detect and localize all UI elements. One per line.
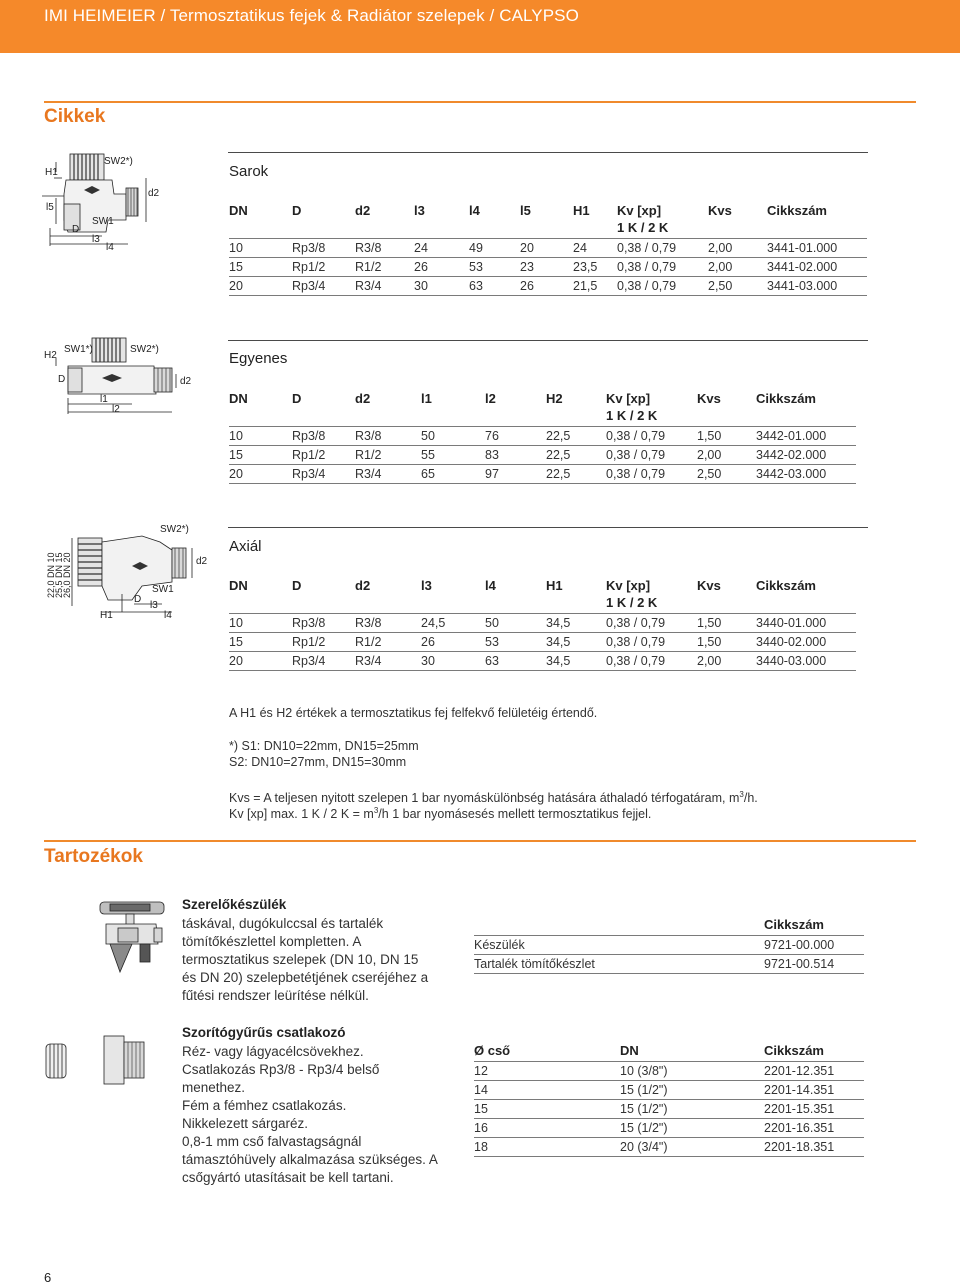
accessory-title-szerelo: Szerelőkészülék	[182, 897, 287, 912]
cell: 22,5	[546, 426, 606, 445]
col-header: Ø cső	[474, 1042, 511, 1058]
cell: 53	[485, 632, 546, 651]
col-header: l3	[421, 578, 432, 593]
cell: 34,5	[546, 632, 606, 651]
cell: 22,5	[546, 445, 606, 464]
subtitle-egyenes: Egyenes	[229, 350, 288, 367]
header-bar	[0, 0, 960, 53]
cell: R3/8	[355, 238, 414, 257]
cell: 26	[520, 276, 573, 295]
egyenes-table	[229, 391, 856, 484]
cell: 20	[229, 651, 292, 670]
cell: Rp3/8	[292, 613, 355, 632]
cell: R3/4	[355, 651, 421, 670]
cell: 24,5	[421, 613, 485, 632]
table-row	[474, 1061, 864, 1080]
cell: 3441-03.000	[767, 276, 867, 295]
table-row	[229, 426, 856, 445]
diagram-label: l2	[112, 404, 120, 415]
cell: R3/8	[355, 613, 421, 632]
accessory-title-szorito: Szorítógyűrűs csatlakozó	[182, 1025, 346, 1040]
diagram-label: 26,0 DN 20	[62, 552, 72, 598]
cell: 3441-02.000	[767, 257, 867, 276]
cell: 53	[469, 257, 520, 276]
cell: 50	[421, 426, 485, 445]
cell: R3/4	[355, 464, 421, 483]
cell: 14	[474, 1080, 620, 1099]
cell: 22,5	[546, 464, 606, 483]
cell: R1/2	[355, 632, 421, 651]
cell: 0,38 / 0,79	[617, 257, 708, 276]
installation-tool-image	[96, 888, 176, 976]
table-row	[229, 276, 867, 295]
col-header: d2	[355, 578, 371, 593]
col-header: Cikkszám	[764, 1042, 824, 1058]
diagram-label: 22,0 DN 10	[46, 552, 56, 598]
diagram-label: l4	[106, 242, 114, 252]
diagram-label: H1	[45, 167, 58, 178]
cell: Rp3/4	[292, 651, 355, 670]
table-row	[229, 238, 867, 257]
cell: 0,38 / 0,79	[606, 464, 697, 483]
col-header: DN	[229, 203, 248, 218]
section-title-cikkek: Cikkek	[44, 106, 106, 127]
diagram-label: l3	[92, 234, 100, 245]
subtitle-axial: Axiál	[229, 538, 262, 555]
diagram-label: D	[72, 224, 80, 235]
col-header: Cikkszám	[764, 916, 824, 932]
cell: 76	[485, 426, 546, 445]
note-text: /h.	[743, 791, 758, 806]
description-line: 0,8-1 mm cső falvastagságnál	[182, 1134, 362, 1149]
note-s1: *) S1: DN10=22mm, DN15=25mm	[229, 739, 419, 753]
cell: 20	[520, 238, 573, 257]
diagram-label: l5	[46, 202, 54, 213]
note-sup: 3	[739, 790, 744, 799]
cell: 15	[229, 445, 292, 464]
accessory-description	[182, 915, 452, 1005]
cell: 2,00	[697, 651, 756, 670]
cell: 30	[414, 276, 469, 295]
table-row	[229, 632, 856, 651]
note-s2: S2: DN10=27mm, DN15=30mm	[229, 755, 407, 769]
cell: 2201-12.351	[764, 1061, 864, 1080]
col-header	[474, 915, 764, 935]
col-header: Kv [xp]	[617, 203, 662, 218]
col-subheader: 1 K / 2 K	[606, 595, 658, 610]
section-rule	[44, 840, 916, 842]
cell: 20	[229, 464, 292, 483]
cell: 23	[520, 257, 573, 276]
axial-valve-drawing	[42, 522, 222, 622]
section-rule	[44, 101, 916, 103]
col-header: H1	[546, 578, 563, 593]
diagram-label: SW2*)	[160, 524, 189, 535]
cell: 15	[229, 257, 292, 276]
diagram-label: 25,5 DN 15	[54, 552, 64, 598]
diagram-label: SW1	[152, 584, 174, 595]
cell: 3442-02.000	[756, 445, 856, 464]
cell: 20	[229, 276, 292, 295]
cell: 0,38 / 0,79	[606, 651, 697, 670]
cell: 15 (1/2")	[620, 1099, 764, 1118]
cell: 1,50	[697, 632, 756, 651]
description-line: fűtési rendszer leürítése nélkül.	[182, 988, 369, 1003]
col-header: d2	[355, 391, 371, 406]
col-header: l4	[469, 203, 480, 218]
szerelo-table	[474, 915, 864, 974]
description-line: tömítőkészlettel kompletten. A	[182, 934, 362, 949]
cell: 2,50	[697, 464, 756, 483]
page-number: 6	[44, 1270, 52, 1285]
diagram-label: l1	[100, 394, 108, 405]
cell: 3440-01.000	[756, 613, 856, 632]
sarok-valve-drawing	[42, 148, 182, 252]
col-header: DN	[620, 1042, 639, 1058]
divider	[228, 527, 868, 528]
cell: 0,38 / 0,79	[606, 632, 697, 651]
cell: 1,50	[697, 426, 756, 445]
diagram-label: SW1*)	[64, 344, 93, 355]
compression-fitting-image	[44, 1030, 148, 1090]
table-row	[474, 1118, 864, 1137]
cell: 3442-01.000	[756, 426, 856, 445]
axial-table	[229, 578, 856, 671]
cell: 49	[469, 238, 520, 257]
col-header: Kvs	[697, 578, 721, 593]
table-row	[229, 651, 856, 670]
cell: 20 (3/4")	[620, 1137, 764, 1156]
description-line: és DN 20) szelepbetétjének cseréjéhez a	[182, 970, 429, 985]
divider	[228, 340, 868, 341]
header-title: IMI HEIMEIER / Termosztatikus fejek & Radiátor szelepek / CALYPSO	[44, 6, 579, 25]
cell: 2201-16.351	[764, 1118, 864, 1137]
cell: 2,00	[708, 257, 767, 276]
cell: 15 (1/2")	[620, 1080, 764, 1099]
col-header: H1	[573, 203, 590, 218]
cell: 0,38 / 0,79	[606, 613, 697, 632]
cell: 10 (3/8")	[620, 1061, 764, 1080]
col-header: D	[292, 203, 302, 218]
diagram-label: l3	[150, 600, 158, 611]
table-row	[229, 464, 856, 483]
cell: 9721-00.514	[764, 954, 864, 973]
egyenes-valve-drawing	[42, 334, 202, 416]
col-header: Kv [xp]	[606, 391, 651, 406]
col-header: l3	[414, 203, 425, 218]
cell: 3440-02.000	[756, 632, 856, 651]
cell: R3/4	[355, 276, 414, 295]
cell: Rp3/8	[292, 238, 355, 257]
cell: 97	[485, 464, 546, 483]
diagram-label: H1	[100, 610, 113, 621]
cell: Rp1/2	[292, 257, 355, 276]
col-header: l2	[485, 391, 496, 406]
cell: 0,38 / 0,79	[606, 426, 697, 445]
note-kv	[229, 803, 651, 822]
cell: 50	[485, 613, 546, 632]
col-header: Cikkszám	[756, 391, 816, 406]
description-line: Réz- vagy lágyacélcsövekhez.	[182, 1044, 364, 1059]
cell: 10	[229, 426, 292, 445]
cell: 63	[469, 276, 520, 295]
cell: 2201-14.351	[764, 1080, 864, 1099]
col-subheader: 1 K / 2 K	[617, 220, 669, 235]
section-title-tartozekok: Tartozékok	[44, 846, 143, 867]
cell: 63	[485, 651, 546, 670]
cell: 55	[421, 445, 485, 464]
description-line: Fém a fémhez csatlakozás.	[182, 1098, 347, 1113]
cell: Rp3/4	[292, 464, 355, 483]
diagram-label: d2	[148, 188, 160, 199]
cell: 2201-18.351	[764, 1137, 864, 1156]
cell: 15 (1/2")	[620, 1118, 764, 1137]
cell: Készülék	[474, 935, 764, 954]
note-h1-h2: A H1 és H2 értékek a termosztatikus fej felfekvő felületéig értendő.	[229, 706, 598, 720]
cell: 0,38 / 0,79	[617, 238, 708, 257]
cell: 65	[421, 464, 485, 483]
note-text: Kvs = A teljesen nyitott szelepen 1 bar nyomáskülönbség hatására áthaladó térfogatáram, m	[229, 791, 740, 806]
cell: 10	[229, 613, 292, 632]
description-line: táskával, dugókulccsal és tartalék	[182, 916, 384, 931]
cell: Rp1/2	[292, 632, 355, 651]
table-row	[474, 935, 864, 954]
col-header: Kv [xp]	[606, 578, 651, 593]
cell: 23,5	[573, 257, 617, 276]
diagram-label: D	[58, 374, 66, 385]
col-header: l4	[485, 578, 496, 593]
table-row	[229, 445, 856, 464]
cell: 21,5	[573, 276, 617, 295]
description-line: csőgyártó utasításait be kell tartani.	[182, 1170, 394, 1185]
diagram-label: H2	[44, 350, 57, 361]
cell: 15	[474, 1099, 620, 1118]
accessory-description	[182, 1043, 452, 1187]
cell: 10	[229, 238, 292, 257]
diagram-label: D	[134, 594, 142, 605]
diagram-label: SW2*)	[104, 156, 133, 167]
cell: 34,5	[546, 651, 606, 670]
cell: 18	[474, 1137, 620, 1156]
diagram-label: SW1	[92, 216, 114, 227]
col-header: d2	[355, 203, 371, 218]
col-header: DN	[229, 391, 248, 406]
col-header: D	[292, 578, 302, 593]
col-header: Cikkszám	[756, 578, 816, 593]
cell: 0,38 / 0,79	[606, 445, 697, 464]
cell: 30	[421, 651, 485, 670]
cell: Rp3/8	[292, 426, 355, 445]
cell: R1/2	[355, 445, 421, 464]
cell: 9721-00.000	[764, 935, 864, 954]
szorito-table	[474, 1041, 864, 1157]
cell: 26	[421, 632, 485, 651]
table-row	[474, 1137, 864, 1156]
note-text: /h 1 bar nyomásesés mellett termosztatikus fejjel.	[378, 807, 652, 822]
subtitle-sarok: Sarok	[229, 163, 269, 180]
table-row	[229, 613, 856, 632]
col-header: D	[292, 391, 302, 406]
cell: 2,00	[697, 445, 756, 464]
col-header: Kvs	[708, 203, 732, 218]
cell: 24	[414, 238, 469, 257]
divider	[228, 152, 868, 153]
note-text: Kv [xp] max. 1 K / 2 K = m	[229, 807, 374, 822]
description-line: támasztóhüvely alkalmazása szükséges. A	[182, 1152, 438, 1167]
cell: 1,50	[697, 613, 756, 632]
cell: 3440-03.000	[756, 651, 856, 670]
cell: 2,00	[708, 238, 767, 257]
diagram-label: l4	[164, 610, 172, 621]
description-line: Nikkelezett sárgaréz.	[182, 1116, 309, 1131]
col-header: l5	[520, 203, 531, 218]
cell: 2,50	[708, 276, 767, 295]
cell: 3442-03.000	[756, 464, 856, 483]
cell: 26	[414, 257, 469, 276]
cell: Rp3/4	[292, 276, 355, 295]
col-header: l1	[421, 391, 432, 406]
sarok-table	[229, 203, 867, 296]
col-header: H2	[546, 391, 563, 406]
description-line: termosztatikus szelepek (DN 10, DN 15	[182, 952, 419, 967]
cell: 34,5	[546, 613, 606, 632]
col-header: Cikkszám	[767, 203, 827, 218]
description-line: Csatlakozás Rp3/8 - Rp3/4 belső	[182, 1062, 380, 1077]
note-sup: 3	[373, 806, 379, 815]
table-row	[474, 1099, 864, 1118]
cell: 83	[485, 445, 546, 464]
cell: Tartalék tömítőkészlet	[474, 954, 764, 973]
table-row	[474, 1080, 864, 1099]
col-header: DN	[229, 578, 248, 593]
col-header: Kvs	[697, 391, 721, 406]
cell: 15	[229, 632, 292, 651]
diagram-label: d2	[196, 556, 208, 567]
cell: R1/2	[355, 257, 414, 276]
cell: 24	[573, 238, 617, 257]
description-line: menethez.	[182, 1080, 246, 1095]
cell: Rp1/2	[292, 445, 355, 464]
cell: 0,38 / 0,79	[617, 276, 708, 295]
cell: 2201-15.351	[764, 1099, 864, 1118]
table-row	[229, 257, 867, 276]
cell: 16	[474, 1118, 620, 1137]
cell: 12	[474, 1061, 620, 1080]
diagram-label: SW2*)	[130, 344, 159, 355]
col-subheader: 1 K / 2 K	[606, 408, 658, 423]
cell: 3441-01.000	[767, 238, 867, 257]
table-row	[474, 954, 864, 973]
diagram-label: d2	[180, 376, 192, 387]
cell: R3/8	[355, 426, 421, 445]
